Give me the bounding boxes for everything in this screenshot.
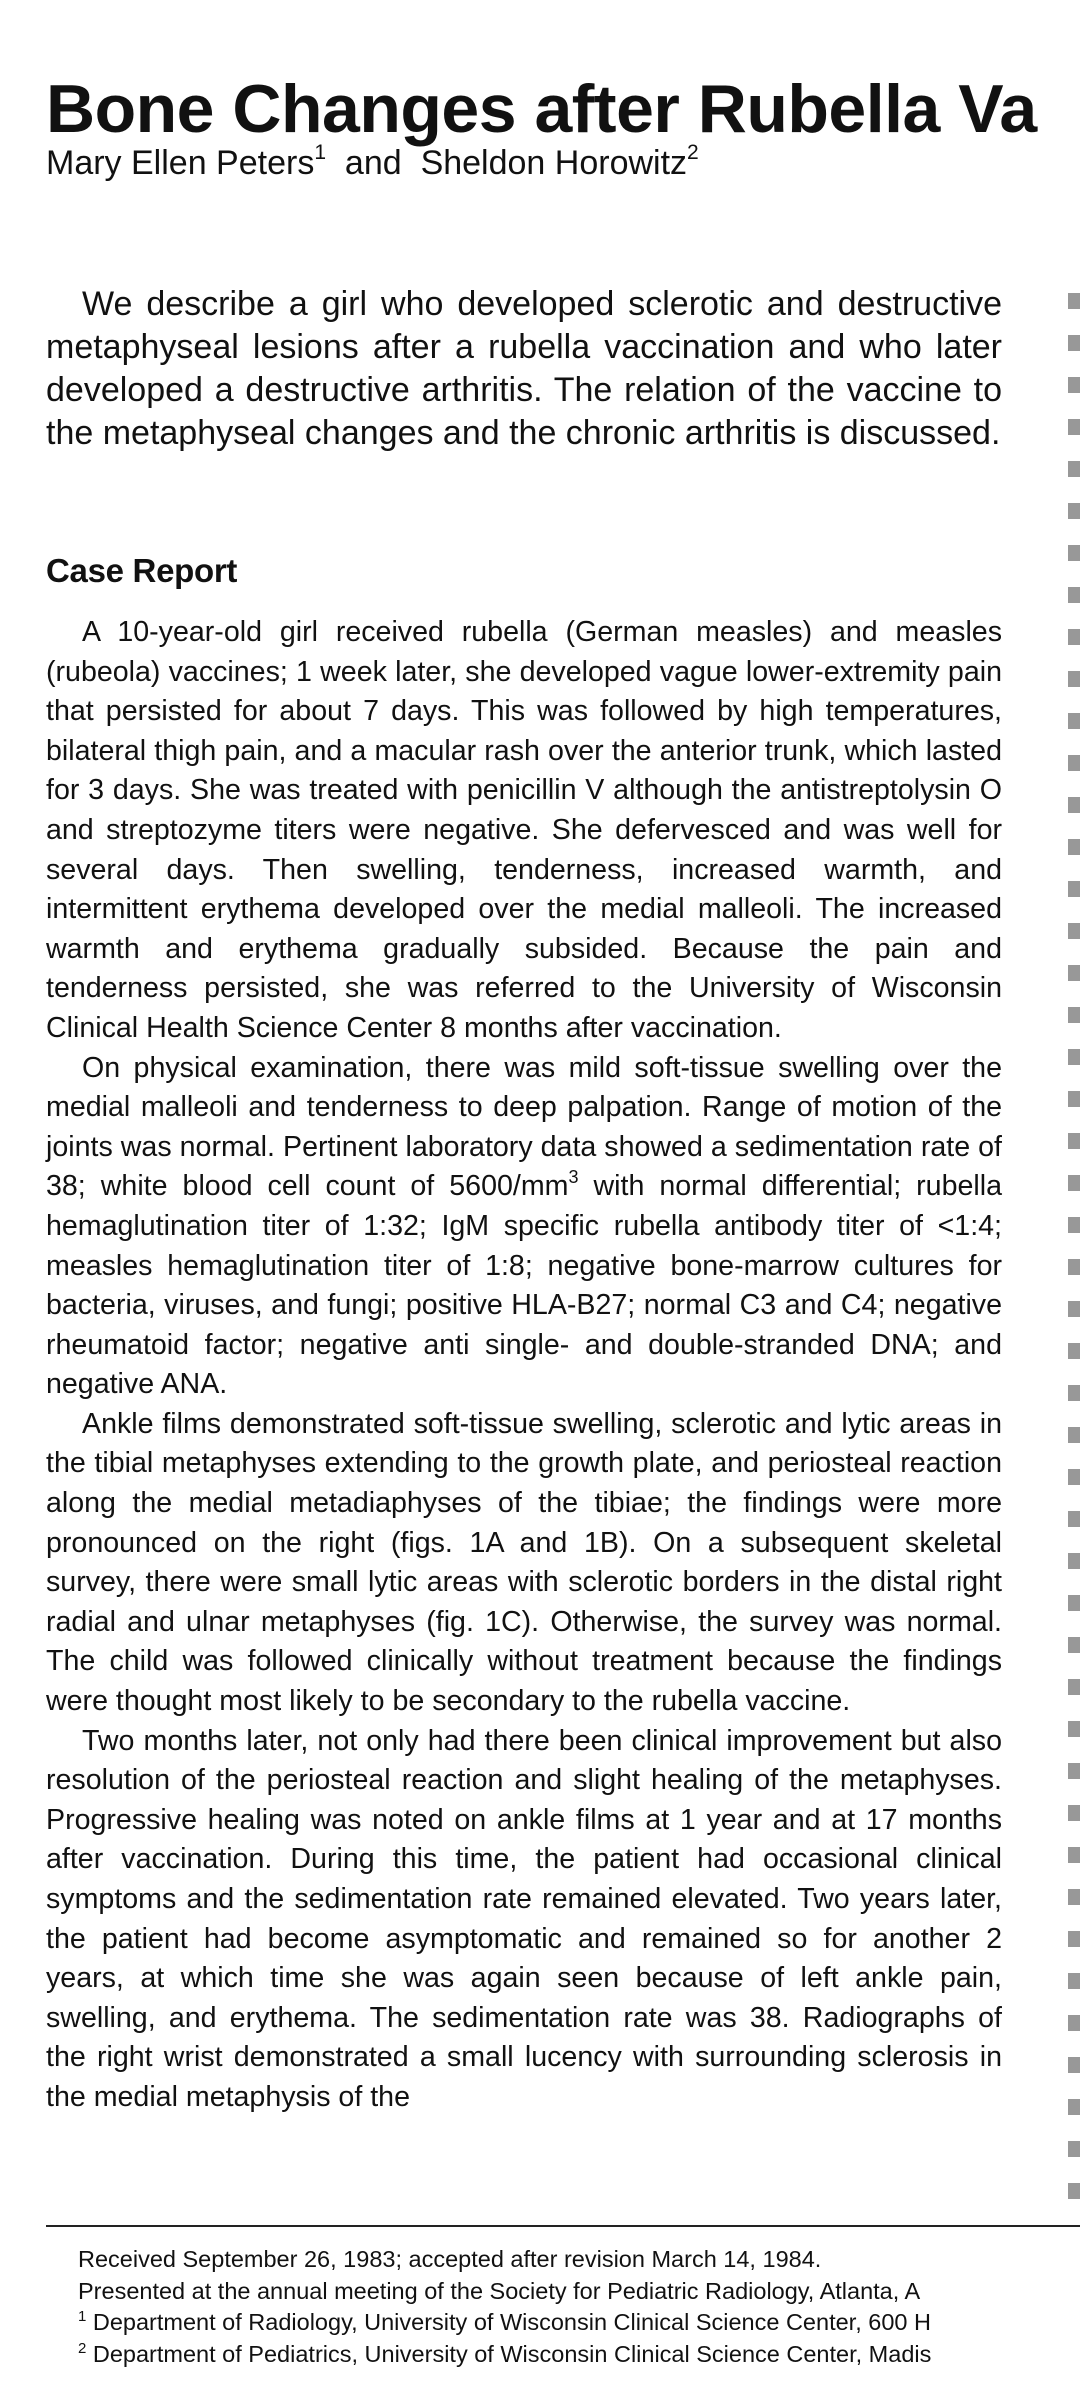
section-heading: Case Report <box>46 552 238 589</box>
author-line <box>46 137 699 189</box>
footnote-affiliation-2 <box>78 2339 1080 2371</box>
footnotes <box>78 2244 1080 2370</box>
author-name: Sheldon Horowitz <box>420 144 688 182</box>
affiliation-mark: 2 <box>687 141 699 164</box>
footnote-divider <box>46 2225 1080 2227</box>
paragraph: Ankle films demonstrated soft-tissue swelling, sclerotic and lytic areas in the tibial metaphyses extending to the growth plate, and periosteal reaction along the medial metadiaphyses of the tibiae; the findings were more pronounced on the right (figs. 1A and 1B). On a subsequent skeletal survey, there were small lytic areas with sclerotic borders in the distal right radial and ulnar metaphyses (fig. 1C). Otherwise, the survey was normal. The child was followed clinically without treatment because the findings were thought most likely to be secondary to the rubella vaccine. <box>46 1407 1002 1718</box>
footnote-affiliation-1 <box>78 2307 1080 2339</box>
article-title: Bone Changes after Rubella Va <box>46 70 1037 147</box>
footnote-presented: Presented at the annual meeting of the Society for Pediatric Radiology, Atlanta, A <box>78 2277 921 2304</box>
paragraph <box>46 1049 1002 1405</box>
paragraph-text: On physical examination, there was mild soft-tissue swelling over the medial malleoli and tenderness to deep palpation. Range of motion of the joints was normal. Pertinent laboratory data showed a sedimentation rate of 38; white blood cell count of 5600/mm <box>46 1051 1002 1203</box>
footnote-text: Department of Radiology, University of Wisconsin Clinical Science Center, 600 H <box>86 2309 931 2336</box>
affiliation-mark: 1 <box>78 2308 87 2326</box>
affiliation-mark: 2 <box>78 2339 87 2357</box>
footnote-received: Received September 26, 1983; accepted after revision March 14, 1984. <box>78 2246 822 2272</box>
author-joiner: and <box>344 144 402 182</box>
body-text <box>46 613 1002 2118</box>
paragraph-text: with normal differential; rubella hemaglutination titer of 1:32; IgM specific rubella antibody titer of <1:4; measles hemaglutination titer of 1:8; negative bone-marrow cultures for bacteria, viruses, and fungi; positive HLA-B27; normal C3 and C4; negative rheumatoid factor; negative anti single- and double-stranded DNA; and negative ANA. <box>46 1170 1002 1401</box>
footnote-text: Department of Pediatrics, University of Wisconsin Clinical Science Center, Madis <box>86 2340 932 2367</box>
clipped-right-column <box>1068 283 1080 2213</box>
paragraph: A 10-year-old girl received rubella (German measles) and measles (rubeola) vaccines; 1 week later, she developed vague lower-extremity pain that persisted for about 7 days. This was followed by high temperatures, bilateral thigh pain, and a macular rash over the anterior trunk, which lasted for 3 days. She was treated with penicillin V although the antistreptolysin O and streptozyme titers were negative. She defervesced and was well for several days. Then swelling, tenderness, increased warmth, and intermittent erythema developed over the medial malleoli. The increased warmth and erythema gradually subsided. Because the pain and tenderness persisted, she was referred to the University of Wisconsin Clinical Health Science Center 8 months after vaccination. <box>46 616 1002 1044</box>
abstract: We describe a girl who developed sclerotic and destructive metaphyseal lesions after a rubella vaccination and who later developed a destructive arthritis. The relation of the vaccine to the metaphyseal changes and the chronic arthritis is discussed. <box>46 285 1002 452</box>
affiliation-mark: 1 <box>314 141 327 164</box>
superscript: 3 <box>568 1167 579 1188</box>
author-name: Mary Ellen Peters <box>46 144 315 182</box>
paragraph: Two months later, not only had there been clinical improvement but also resolution of the periosteal reaction and slight healing of the metaphyses. Progressive healing was noted on ankle films at 1 year and at 17 months after vaccination. During this time, the patient had occasional clinical symptoms and the sedimentation rate remained elevated. Two years later, the patient had become asymptomatic and remained so for another 2 years, at which time she was again seen because of left ankle pain, swelling, and erythema. The sedimentation rate was 38. Radiographs of the right wrist demonstrated a small lucency with surrounding sclerosis in the medial metaphysis of the <box>46 1724 1002 2113</box>
